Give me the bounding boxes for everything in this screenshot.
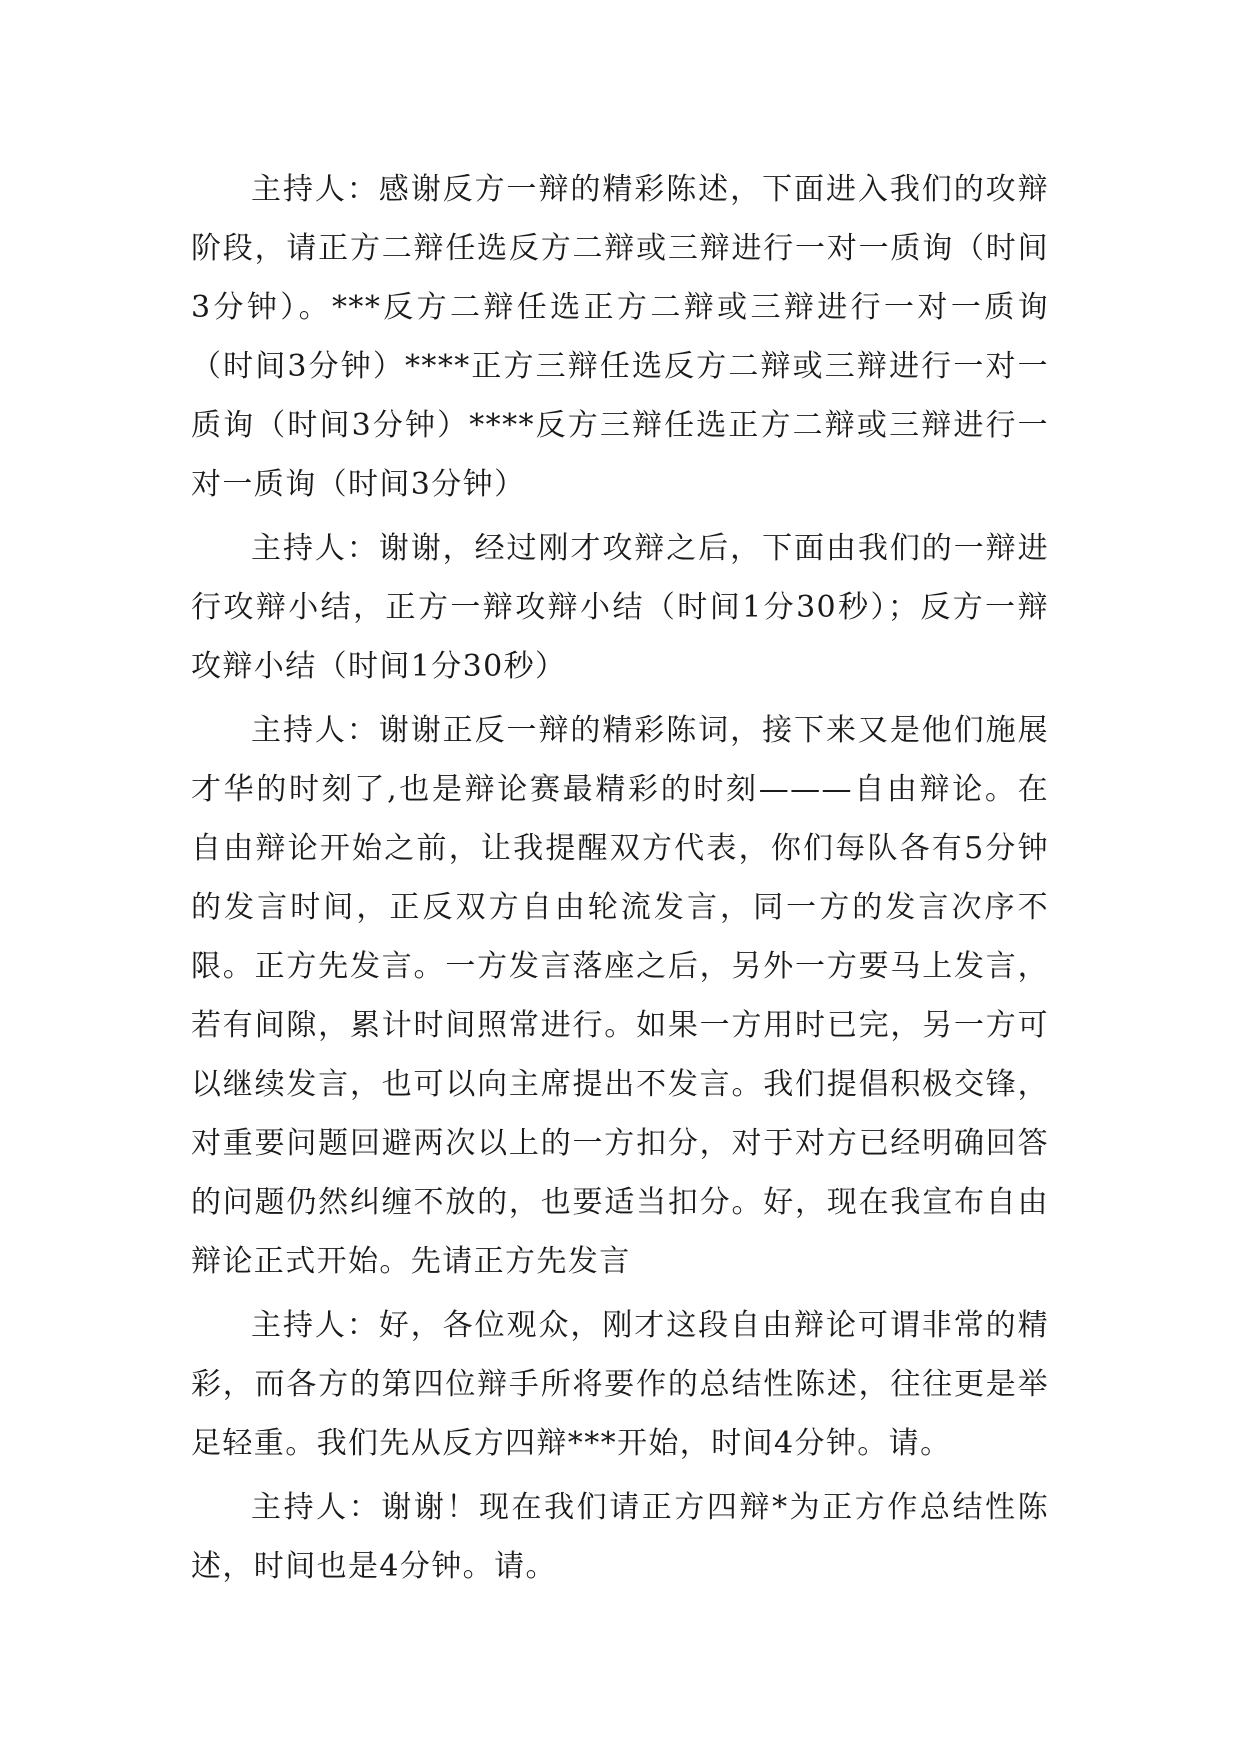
paragraph-4: 主持人：好，各位观众，刚才这段自由辩论可谓非常的精彩，而各方的第四位辩手所将要作的总结性陈述，往往更是举足轻重。我们先从反方四辩***开始，时间4分钟。请。: [191, 1308, 1049, 1461]
paragraph-2: 主持人：谢谢，经过刚才攻辩之后，下面由我们的一辩进行攻辩小结，正方一辩攻辩小结（时间1分30秒）；反方一辩攻辩小结（时间1分30秒）: [191, 531, 1049, 684]
paragraph-5: 主持人：谢谢！现在我们请正方四辩*为正方作总结性陈述，时间也是4分钟。请。: [191, 1490, 1049, 1584]
paragraph-3: 主持人：谢谢正反一辩的精彩陈词，接下来又是他们施展才华的时刻了,也是辩论赛最精彩的时刻———自由辩论。在自由辩论开始之前，让我提醒双方代表，你们每队各有5分钟的发言时间，正反双方自由轮流发言，同一方的发言次序不限。正方先发言。一方发言落座之后，另外一方要马上发言，若有间隙，累计时间照常进行。如果一方用时已完，另一方可以继续发言，也可以向主席提出不发言。我们提倡积极交锋，对重要问题回避两次以上的一方扣分，对于对方已经明确回答的问题仍然纠缠不放的，也要适当扣分。好，现在我宣布自由辩论正式开始。先请正方先发言: [191, 713, 1049, 1279]
document-body: [191, 160, 1049, 1601]
paragraph-1: 主持人：感谢反方一辩的精彩陈述，下面进入我们的攻辩阶段，请正方二辩任选反方二辩或三辩进行一对一质询（时间3分钟）。***反方二辩任选正方二辩或三辩进行一对一质询（时间3分钟）****正方三辩任选反方二辩或三辩进行一对一质询（时间3分钟）****反方三辩任选正方二辩或三辩进行一对一质询（时间3分钟）: [191, 172, 1049, 502]
